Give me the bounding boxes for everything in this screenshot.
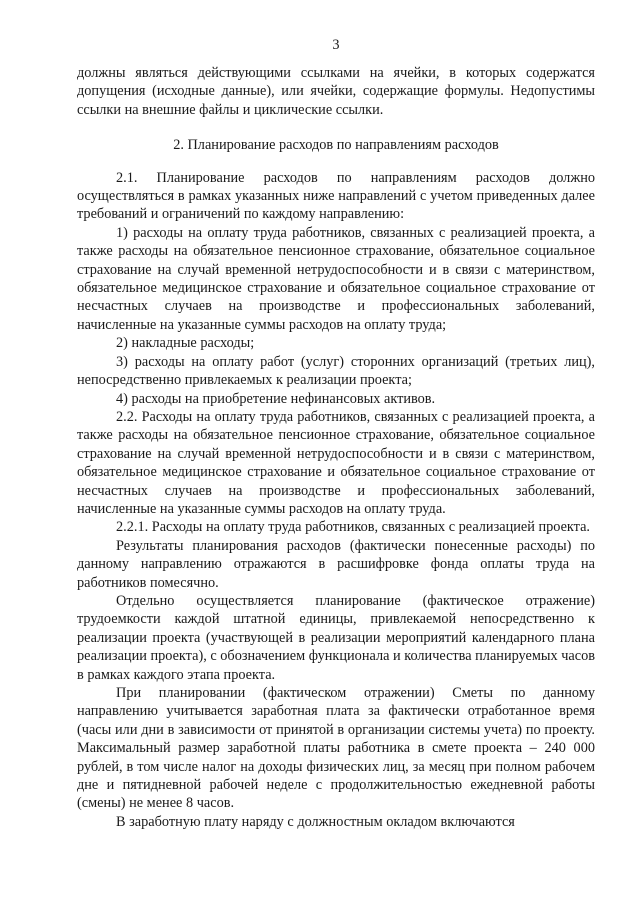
paragraph-2-2: 2.2. Расходы на оплату труда работников, связанных с реализацией проекта, а также расходы на обязательное пенсионное страхование, обязательное социальное страхование на случай временной нетрудоспособности и в связи с материнством, обязательное медицинское страхование и обязательное социальное страхование от несчастных случаев на производстве и профессиональных заболеваний, начисленные на указанные суммы расходов на оплату труда. bbox=[77, 408, 595, 517]
continuation-paragraph: должны являться действующими ссылками на ячейки, в которых содержатся допущения (исходные данные), или ячейки, содержащие формулы. Недопустимы ссылки на внешние файлы и циклические ссылки. bbox=[77, 65, 595, 118]
paragraph-results: Результаты планирования расходов (фактически понесенные расходы) по данному направлению отражаются в расшифровке фонда оплаты труда на работников помесячно. bbox=[77, 537, 595, 591]
section-heading: 2. Планирование расходов по направлениям расходов bbox=[173, 137, 499, 154]
document-page bbox=[77, 36, 595, 831]
page-number: 3 bbox=[332, 37, 340, 53]
paragraph-salary-components: В заработную плату наряду с должностным окладом включаются bbox=[116, 813, 515, 830]
paragraph-2-2-1: 2.2.1. Расходы на оплату труда работников, связанных с реализацией проекта. bbox=[116, 519, 591, 536]
paragraph-2-1: 2.1. Планирование расходов по направлениям расходов должно осуществляться в рамках указанных ниже направлений с учетом приведенных далее требований и ограничений по каждому направлению: bbox=[77, 169, 595, 223]
list-item-3: 3) расходы на оплату работ (услуг) сторонних организаций (третьих лиц), непосредственно привлекаемых к реализации проекта; bbox=[77, 353, 595, 389]
list-item-2: 2) накладные расходы; bbox=[116, 335, 255, 352]
paragraph-salary-planning: При планировании (фактическом отражении) Сметы по данному направлению учитывается заработная плата за фактически отработанное время (часы или дни в зависимости от принятой в организации системы учета) по проекту. Максимальный размер заработной платы работника в смете проекта – 240 000 рублей, в том числе налог на доходы физических лиц, за месяц при полном рабочем дне и пятидневной рабочей неделе с продолжительностью ежедневной работы (смены) не менее 8 часов. bbox=[77, 685, 595, 812]
paragraph-labor-intensity: Отдельно осуществляется планирование (фактическое отражение) трудоемкости каждой штатной единицы, привлекаемой непосредственно к реализации проекта (участвующей в реализации мероприятий календарного плана реализации проекта), с обозначением функционала и количества планируемых часов в рамках каждого этапа проекта. bbox=[77, 592, 596, 683]
list-item-4: 4) расходы на приобретение нефинансовых активов. bbox=[116, 390, 436, 407]
list-item-1: 1) расходы на оплату труда работников, связанных с реализацией проекта, а также расходы на обязательное пенсионное страхование, обязательное социальное страхование на случай временной нетрудоспособности и в связи с материнством, обязательное медицинское страхование и обязательное социальное страхование от несчастных случаев на производстве и профессиональных заболеваний, начисленные на указанные суммы расходов на оплату труда; bbox=[77, 224, 595, 333]
